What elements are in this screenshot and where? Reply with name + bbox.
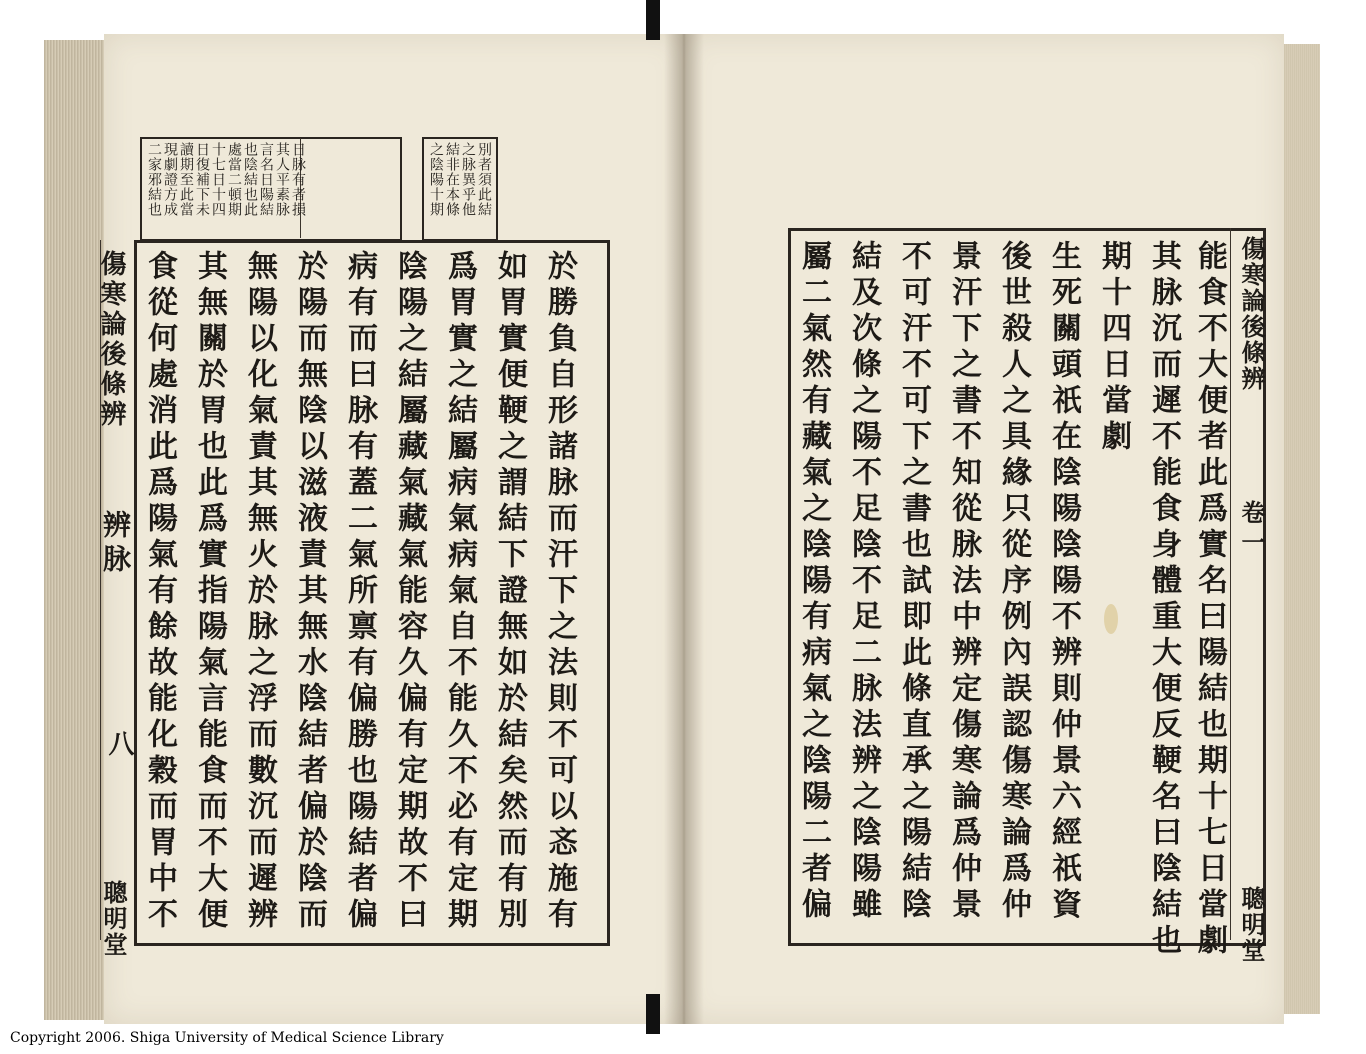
head-note-col: 其人平素脉 — [274, 142, 290, 217]
head-note-col: 十七日十四 — [210, 142, 226, 217]
text-column: 食從何處消此爲陽氣有餘故能化穀而胃中不 — [142, 250, 177, 934]
head-note-col: 現劇證方成 — [162, 142, 178, 217]
copyright-notice: Copyright 2006. Shiga University of Medical Science Library — [10, 1030, 444, 1046]
text-column: 於陽而無陰以滋液責其無水陰結者偏於陰而 — [292, 250, 327, 934]
binding-thread-bottom — [646, 994, 660, 1034]
head-note-col: 日脉有者損 — [290, 142, 306, 217]
text-column: 陰陽之結屬藏氣藏氣能容久偏有定期故不曰 — [392, 250, 427, 934]
margin-title-left: 傷寒論後條辨 — [96, 250, 126, 430]
head-note-col: 結非在本條 — [444, 142, 460, 217]
binding-thread-top — [646, 0, 660, 40]
head-note-col: 處當二頓期 — [226, 142, 242, 217]
printer-mark-left: 聰明堂 — [99, 880, 128, 958]
head-note-col: 也陰結也此 — [242, 142, 258, 217]
text-column: 其無關於胃也此爲實指陽氣言能食而不大便 — [192, 250, 227, 934]
text-column: 結及次條之陽不足陰不足二脉法辨之陰陽雖 — [846, 240, 881, 924]
text-column: 期十四日當劇 — [1096, 240, 1131, 456]
head-note-col: 日復補下未 — [194, 142, 210, 217]
text-column: 景汗下之書不知從脉法中辨定傷寒論爲仲景 — [946, 240, 981, 924]
fish-tail-label-left: 辨脉 — [99, 510, 132, 578]
book-gutter — [664, 34, 704, 1024]
margin-column-divider-right — [1230, 228, 1231, 940]
head-note-col: 之脉異乎他 — [460, 142, 476, 217]
text-column: 無陽以化氣責其無火於脉之浮而數沉而遲辨 — [242, 250, 277, 934]
text-column: 如胃實便鞕之謂結下證無如於結矣然而有別 — [492, 250, 527, 934]
text-column: 於勝負自形諸脉而汗下之法則不可以忞施有 — [542, 250, 577, 934]
page-stack-edge-right — [1284, 44, 1320, 1014]
margin-title-right: 傷寒論後條辨 — [1237, 236, 1266, 392]
text-column: 不可汗不可下之書也試即此條直承之陽結陰 — [896, 240, 931, 924]
text-column: 病有而曰脉有蓋二氣所禀有偏勝也陽結者偏 — [342, 250, 377, 934]
text-column: 生死關頭祇在陰陽陰陽不辨則仲景六經祇資 — [1046, 240, 1081, 924]
head-note-col: 別者須此結 — [476, 142, 492, 217]
text-column: 其脉沉而遲不能食身體重大便反鞕名曰陰結也 — [1146, 240, 1181, 960]
head-note-col: 讀期至此當 — [178, 142, 194, 217]
head-note-col: 之陰陽十期 — [428, 142, 444, 217]
text-column: 能食不大便者此爲實名曰陽結也期十七日當劇 — [1192, 240, 1227, 960]
text-column: 爲胃實之結屬病氣病氣自不能久不必有定期 — [442, 250, 477, 934]
head-note-box-left-2 — [422, 137, 498, 241]
text-column: 後世殺人之具緣只從序例內誤認傷寒論爲仲 — [996, 240, 1031, 924]
head-note-col: 言名日陽結 — [258, 142, 274, 217]
head-note-col: 二家邪結也 — [146, 142, 162, 217]
fish-tail-label-right: 卷一 — [1237, 500, 1266, 560]
text-column: 屬二氣然有藏氣之陰陽有病氣之陰陽二者偏 — [796, 240, 831, 924]
folio-number: 八 — [104, 730, 134, 762]
printer-mark-right: 聰明堂 — [1237, 886, 1266, 964]
